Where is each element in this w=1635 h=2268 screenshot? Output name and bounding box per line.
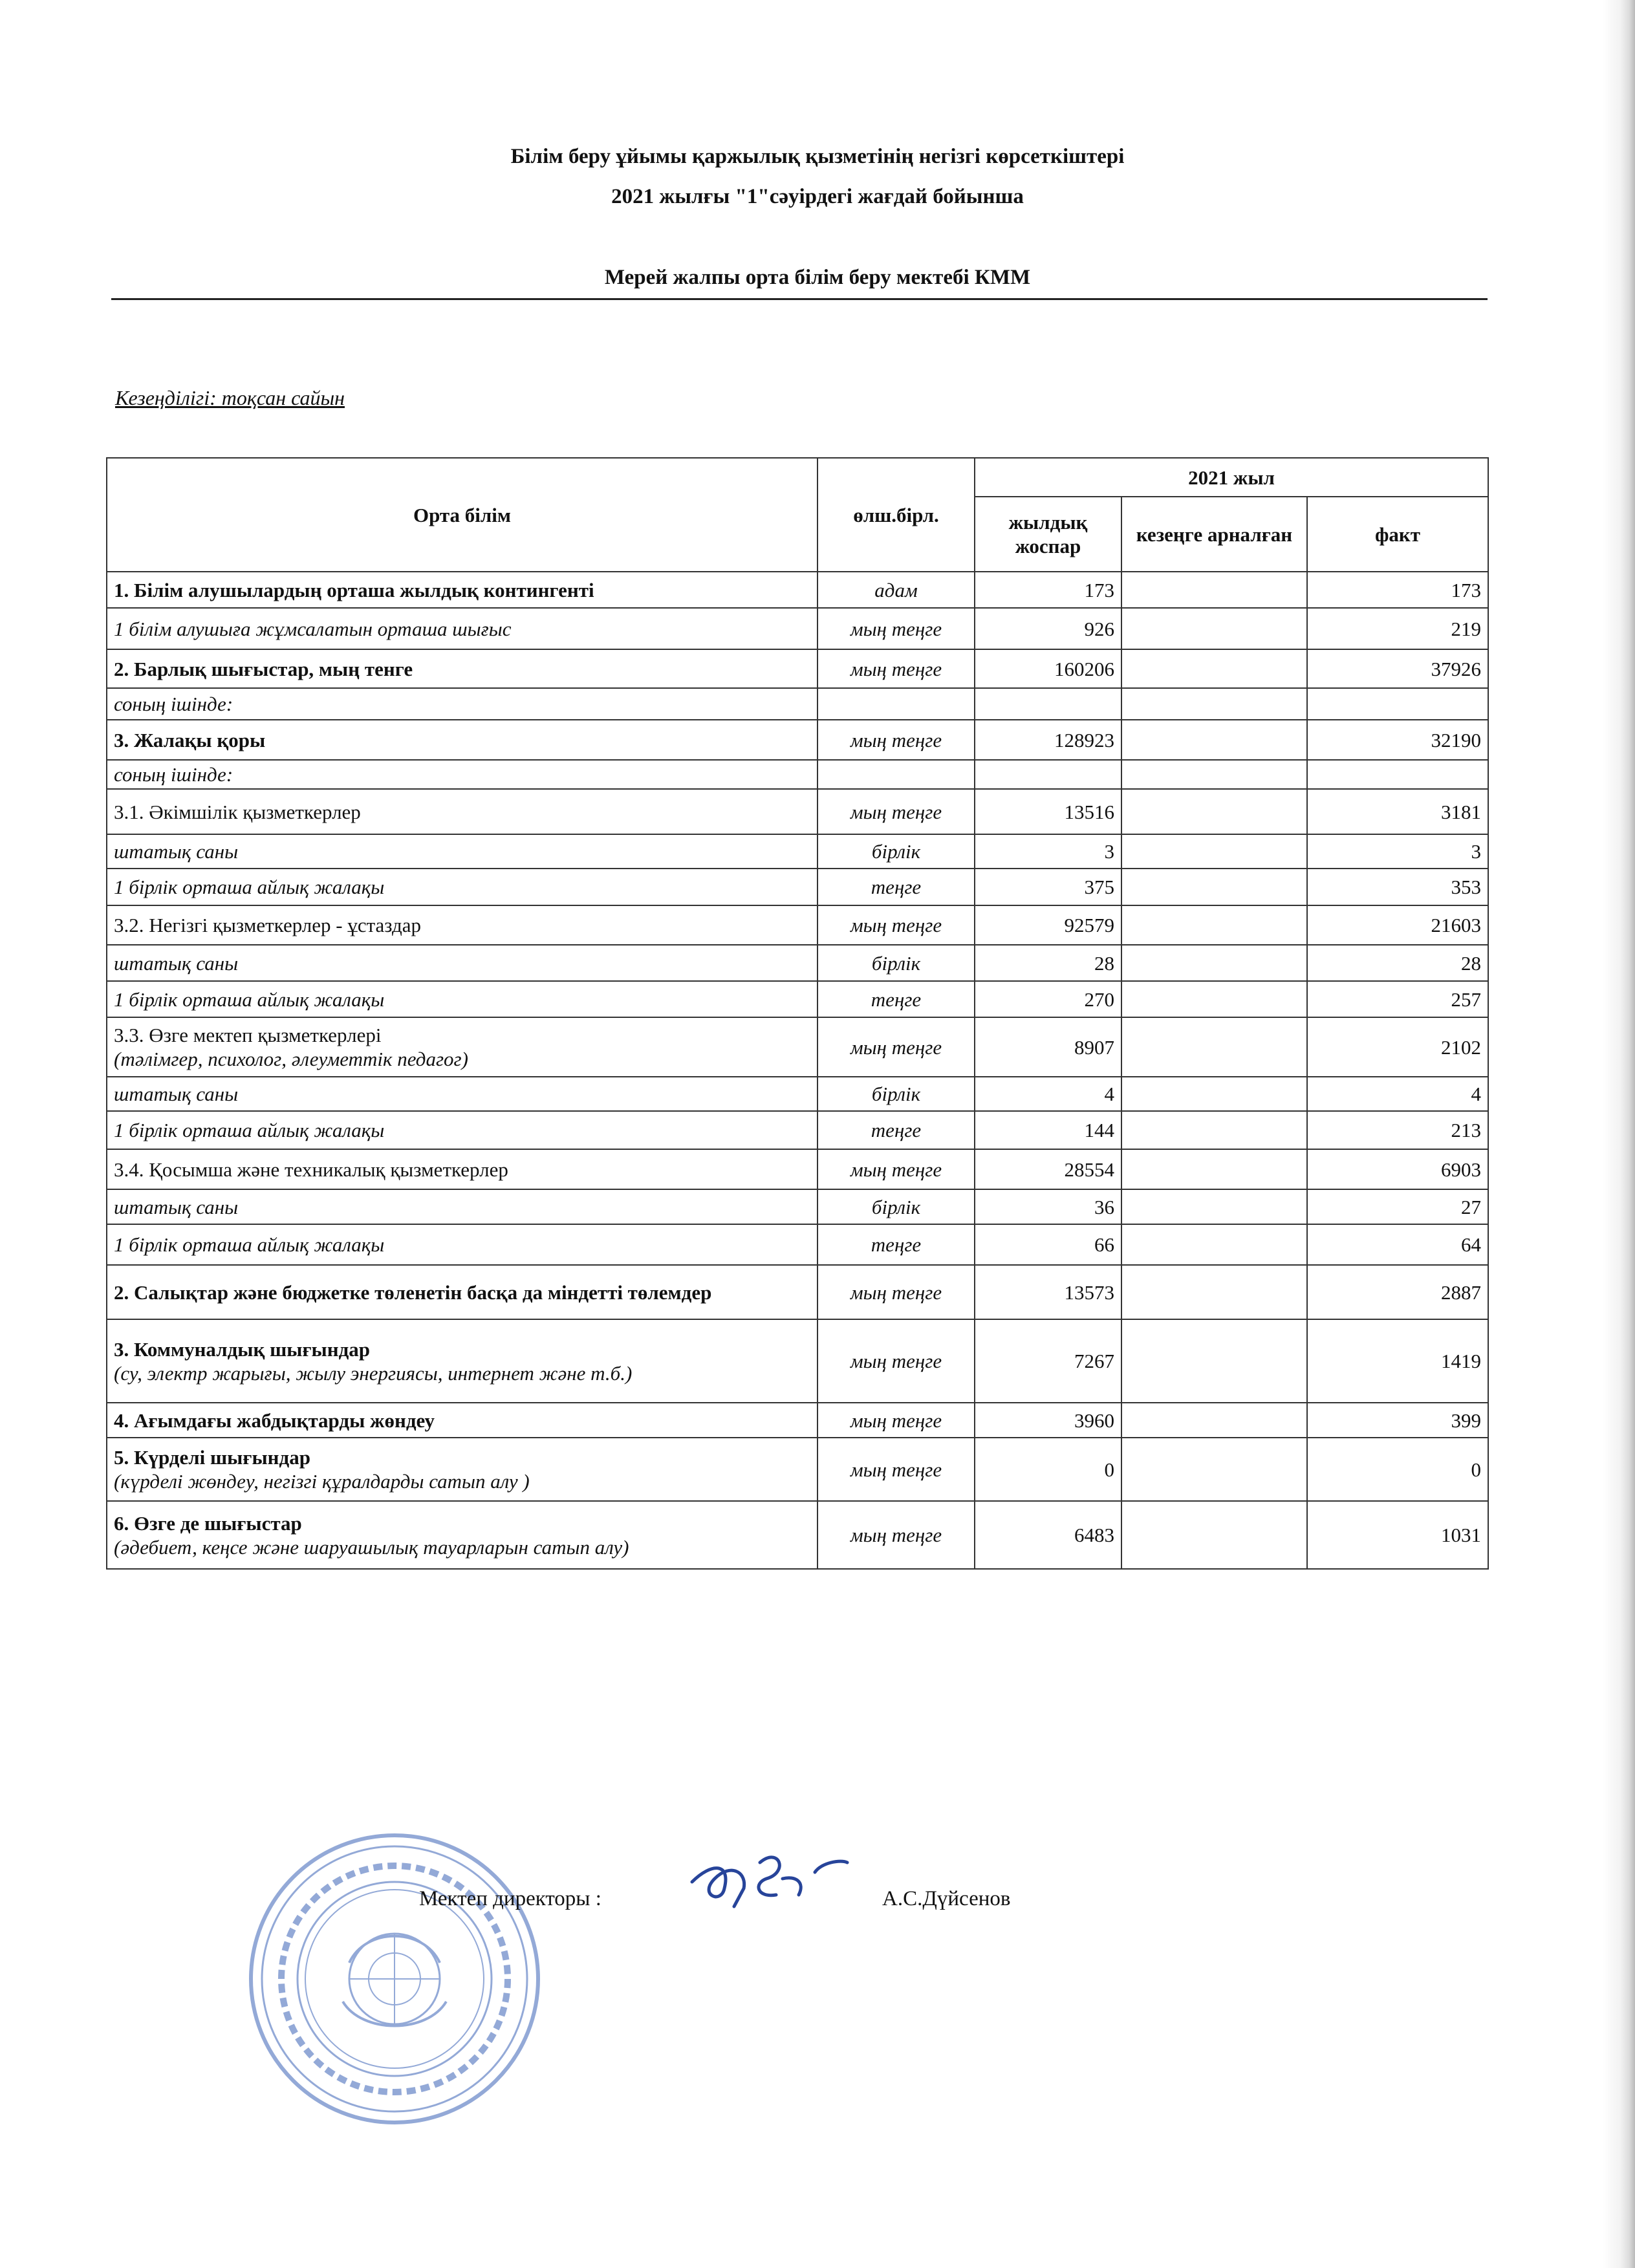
unit-cell: мың теңге	[817, 1501, 975, 1569]
table-row	[107, 1111, 1488, 1149]
annual-plan-cell: 7267	[975, 1319, 1121, 1403]
annual-plan-cell	[975, 760, 1121, 789]
indicator-sublabel: (күрделі жөндеу, негізгі құралдарды сатып алу )	[114, 1470, 530, 1493]
header-period-plan: кезеңге арналған	[1121, 497, 1307, 572]
indicator-label-text: 3.2. Негізгі қызметкерлер - ұстаздар	[114, 914, 422, 936]
unit-cell: теңге	[817, 1224, 975, 1265]
director-label: Мектеп директоры :	[419, 1887, 601, 1910]
unit-cell: мың теңге	[817, 789, 975, 834]
fact-cell: 1419	[1307, 1319, 1488, 1403]
annual-plan-cell	[975, 688, 1121, 720]
annual-plan-cell: 13573	[975, 1265, 1121, 1319]
indicator-label	[107, 1265, 817, 1319]
table-row	[107, 834, 1488, 869]
indicator-label	[107, 760, 817, 789]
document-title: Білім беру ұйымы қаржылық қызметінің негізгі көрсеткіштері	[510, 145, 1125, 168]
table-row	[107, 945, 1488, 981]
indicator-label-text: штатық саны	[114, 1083, 239, 1105]
fact-cell: 37926	[1307, 649, 1488, 688]
indicator-label	[107, 1501, 817, 1569]
unit-cell: бірлік	[817, 1189, 975, 1224]
indicator-label-text: 3.4. Қосымша және техникалық қызметкерлер	[114, 1158, 508, 1181]
fact-cell	[1307, 760, 1488, 789]
document-date-line: 2021 жылғы "1"сәуірдегі жағдай бойынша	[611, 185, 1024, 208]
annual-plan-cell: 160206	[975, 649, 1121, 688]
indicator-label	[107, 1319, 817, 1403]
table-row	[107, 905, 1488, 945]
indicator-label-text: 1 бірлік орташа айлық жалақы	[114, 988, 385, 1011]
indicator-label	[107, 869, 817, 905]
table-row	[107, 1501, 1488, 1569]
indicator-label	[107, 1189, 817, 1224]
indicator-label-text: 3. Жалақы қоры	[114, 728, 266, 751]
table-row	[107, 688, 1488, 720]
director-name: А.С.Дүйсенов	[882, 1887, 1011, 1910]
period-plan-cell	[1121, 1149, 1307, 1189]
table-row	[107, 1149, 1488, 1189]
period-plan-cell	[1121, 1403, 1307, 1438]
annual-plan-cell: 92579	[975, 905, 1121, 945]
period-plan-cell	[1121, 1017, 1307, 1077]
indicator-label-text: 6. Өзге де шығыстар	[114, 1511, 302, 1535]
annual-plan-cell: 8907	[975, 1017, 1121, 1077]
indicator-label	[107, 981, 817, 1017]
table-row	[107, 572, 1488, 608]
table-row	[107, 720, 1488, 760]
period-plan-cell	[1121, 869, 1307, 905]
period-plan-cell	[1121, 1189, 1307, 1224]
director-signature	[686, 1843, 854, 1914]
official-seal	[246, 1830, 543, 2128]
table-row	[107, 1017, 1488, 1077]
unit-cell: теңге	[817, 869, 975, 905]
table-row	[107, 869, 1488, 905]
fact-cell: 213	[1307, 1111, 1488, 1149]
table-row	[107, 1265, 1488, 1319]
period-plan-cell	[1121, 981, 1307, 1017]
indicator-label	[107, 945, 817, 981]
period-plan-cell	[1121, 649, 1307, 688]
indicator-label-text: штатық саны	[114, 951, 239, 975]
indicator-sublabel: (әдебиет, кеңсе және шаруашылық тауарларын сатып алу)	[114, 1535, 629, 1559]
annual-plan-cell: 144	[975, 1111, 1121, 1149]
period-plan-cell	[1121, 1319, 1307, 1403]
fact-cell: 2887	[1307, 1265, 1488, 1319]
indicator-label	[107, 649, 817, 688]
heading-underline	[111, 298, 1488, 300]
fact-cell: 173	[1307, 572, 1488, 608]
header-name: Орта білім	[107, 458, 817, 572]
indicator-label	[107, 1224, 817, 1265]
header-annual-plan: жылдық жоспар	[975, 497, 1121, 572]
unit-cell: теңге	[817, 981, 975, 1017]
fact-cell: 21603	[1307, 905, 1488, 945]
indicator-label-text: соның ішінде:	[114, 763, 233, 786]
indicator-label-text: 2. Барлық шығыстар, мың тенге	[114, 657, 413, 680]
header-fact: факт	[1307, 497, 1488, 572]
unit-cell: бірлік	[817, 834, 975, 869]
indicator-label-text: 4. Ағымдағы жабдықтарды жөндеу	[114, 1409, 435, 1432]
fact-cell: 257	[1307, 981, 1488, 1017]
period-plan-cell	[1121, 1501, 1307, 1569]
annual-plan-cell: 6483	[975, 1501, 1121, 1569]
annual-plan-cell: 28	[975, 945, 1121, 981]
table-row	[107, 981, 1488, 1017]
unit-cell: мың теңге	[817, 1017, 975, 1077]
header-unit: өлш.бірл.	[817, 458, 975, 572]
annual-plan-cell: 36	[975, 1189, 1121, 1224]
indicator-label	[107, 1149, 817, 1189]
indicator-label	[107, 1403, 817, 1438]
indicator-label-text: 1 бірлік орташа айлық жалақы	[114, 1233, 385, 1256]
period-plan-cell	[1121, 572, 1307, 608]
annual-plan-cell: 13516	[975, 789, 1121, 834]
indicator-label	[107, 1111, 817, 1149]
annual-plan-cell: 128923	[975, 720, 1121, 760]
period-plan-cell	[1121, 608, 1307, 649]
annual-plan-cell: 3960	[975, 1403, 1121, 1438]
fact-cell: 0	[1307, 1438, 1488, 1501]
period-plan-cell	[1121, 1265, 1307, 1319]
unit-cell	[817, 688, 975, 720]
indicator-label	[107, 834, 817, 869]
annual-plan-cell: 270	[975, 981, 1121, 1017]
indicator-label	[107, 720, 817, 760]
period-plan-cell	[1121, 720, 1307, 760]
indicator-label	[107, 572, 817, 608]
annual-plan-cell: 28554	[975, 1149, 1121, 1189]
indicator-label-text: 1 бірлік орташа айлық жалақы	[114, 1119, 385, 1141]
indicator-label-text: 3.1. Әкімшілік қызметкерлер	[114, 800, 361, 823]
period-plan-cell	[1121, 1224, 1307, 1265]
table-row	[107, 1319, 1488, 1403]
indicator-label-text: 1 білім алушыға жұмсалатын орташа шығыс	[114, 617, 512, 640]
indicator-sublabel: (тәлімгер, психолог, әлеуметтік педагог)	[114, 1048, 468, 1070]
period-plan-cell	[1121, 834, 1307, 869]
table-row	[107, 1077, 1488, 1111]
fact-cell: 3181	[1307, 789, 1488, 834]
header-year: 2021 жыл	[975, 458, 1488, 497]
table-body	[107, 572, 1488, 1569]
unit-cell: бірлік	[817, 945, 975, 981]
scan-edge-shadow	[1603, 0, 1635, 2268]
unit-cell: мың теңге	[817, 1403, 975, 1438]
annual-plan-cell: 173	[975, 572, 1121, 608]
unit-cell: адам	[817, 572, 975, 608]
fact-cell: 1031	[1307, 1501, 1488, 1569]
indicator-label-text: 2. Салықтар және бюджетке төленетін басқа да міндетті төлемдер	[114, 1280, 712, 1304]
indicator-label-text: соның ішінде:	[114, 693, 233, 715]
unit-cell: мың теңге	[817, 1438, 975, 1501]
table-row	[107, 760, 1488, 789]
indicator-label	[107, 1077, 817, 1111]
period-plan-cell	[1121, 1077, 1307, 1111]
period-plan-cell	[1121, 1111, 1307, 1149]
fact-cell: 399	[1307, 1403, 1488, 1438]
table-row	[107, 608, 1488, 649]
periodicity-note: Кезеңділігі: тоқсан сайын	[115, 386, 345, 409]
indicator-label	[107, 905, 817, 945]
unit-cell: теңге	[817, 1111, 975, 1149]
fact-cell: 3	[1307, 834, 1488, 869]
indicator-label-text: штатық саны	[114, 840, 239, 863]
indicator-label	[107, 1017, 817, 1077]
fact-cell: 6903	[1307, 1149, 1488, 1189]
unit-cell	[817, 760, 975, 789]
indicator-label-text: 3. Коммуналдық шығындар	[114, 1337, 371, 1361]
period-plan-cell	[1121, 760, 1307, 789]
indicator-label	[107, 608, 817, 649]
fact-cell: 64	[1307, 1224, 1488, 1265]
table-row	[107, 1403, 1488, 1438]
table-row	[107, 1438, 1488, 1501]
unit-cell: мың теңге	[817, 905, 975, 945]
indicator-label	[107, 789, 817, 834]
fact-cell: 219	[1307, 608, 1488, 649]
table-row	[107, 789, 1488, 834]
annual-plan-cell: 66	[975, 1224, 1121, 1265]
indicator-label-text: 1. Білім алушылардың орташа жылдық контингенті	[114, 578, 594, 601]
unit-cell: мың теңге	[817, 1265, 975, 1319]
fact-cell	[1307, 688, 1488, 720]
annual-plan-cell: 926	[975, 608, 1121, 649]
table-header	[107, 458, 1488, 572]
unit-cell: мың теңге	[817, 1319, 975, 1403]
indicator-label	[107, 688, 817, 720]
annual-plan-cell: 0	[975, 1438, 1121, 1501]
indicator-label-text: 1 бірлік орташа айлық жалақы	[114, 876, 385, 898]
annual-plan-cell: 3	[975, 834, 1121, 869]
fact-cell: 2102	[1307, 1017, 1488, 1077]
indicator-label	[107, 1438, 817, 1501]
period-plan-cell	[1121, 688, 1307, 720]
organization-name: Мерей жалпы орта білім беру мектебі КММ	[604, 266, 1031, 289]
period-plan-cell	[1121, 945, 1307, 981]
indicator-sublabel: (су, электр жарығы, жылу энергиясы, интернет және т.б.)	[114, 1361, 633, 1385]
fact-cell: 28	[1307, 945, 1488, 981]
indicator-label-text: 3.3. Өзге мектеп қызметкерлері	[114, 1024, 382, 1046]
fact-cell: 353	[1307, 869, 1488, 905]
financial-indicators-table	[106, 457, 1489, 1570]
unit-cell: мың теңге	[817, 608, 975, 649]
indicator-label-text: 5. Күрделі шығындар	[114, 1446, 310, 1469]
unit-cell: мың теңге	[817, 649, 975, 688]
unit-cell: мың теңге	[817, 720, 975, 760]
period-plan-cell	[1121, 789, 1307, 834]
fact-cell: 4	[1307, 1077, 1488, 1111]
annual-plan-cell: 375	[975, 869, 1121, 905]
period-plan-cell	[1121, 1438, 1307, 1501]
fact-cell: 32190	[1307, 720, 1488, 760]
fact-cell: 27	[1307, 1189, 1488, 1224]
table-row	[107, 1224, 1488, 1265]
table-row	[107, 649, 1488, 688]
unit-cell: бірлік	[817, 1077, 975, 1111]
period-plan-cell	[1121, 905, 1307, 945]
table-row	[107, 1189, 1488, 1224]
unit-cell: мың теңге	[817, 1149, 975, 1189]
indicator-label-text: штатық саны	[114, 1195, 239, 1218]
annual-plan-cell: 4	[975, 1077, 1121, 1111]
